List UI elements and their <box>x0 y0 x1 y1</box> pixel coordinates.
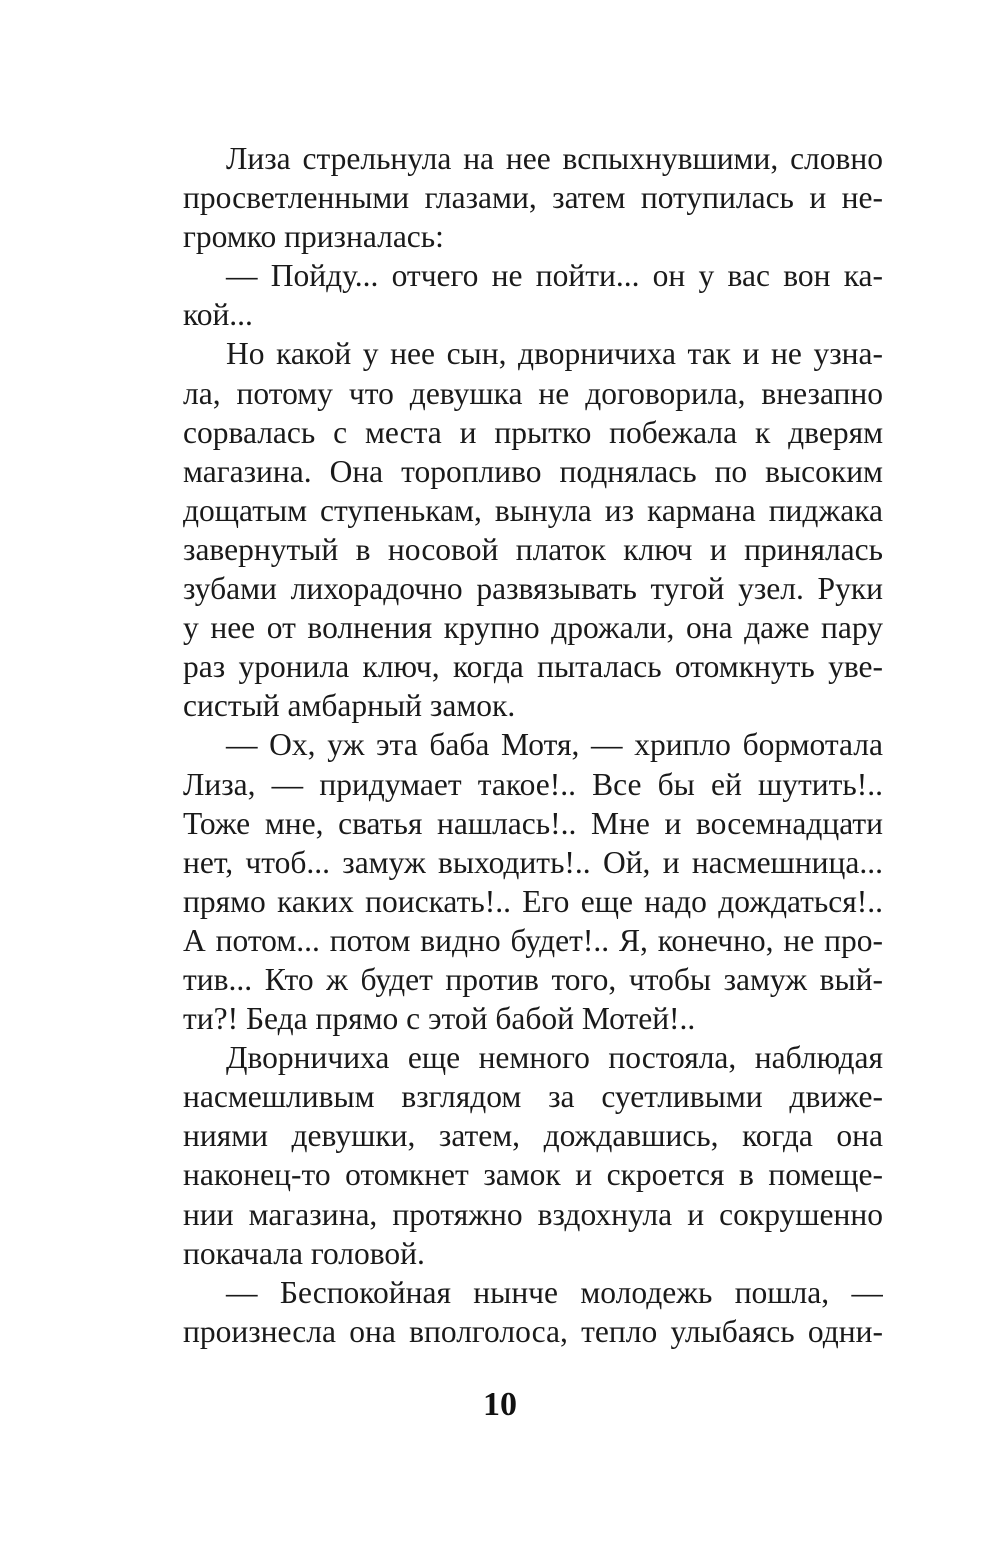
text-line: Тоже мне, сватья нашлась!.. Мне и восемнадцати <box>183 805 883 841</box>
text-line: насмешливым взглядом за суетливыми движе- <box>183 1079 883 1115</box>
text-line: ниями девушки, затем, дождавшись, когда она <box>183 1118 883 1154</box>
text-line: произнесла она вполголоса, тепло улыбаясь одни- <box>183 1313 883 1349</box>
text-line: просветленными глазами, затем потупилась и не- <box>183 180 883 216</box>
text-line: — Ох, уж эта баба Мотя, — хрипло бормотала <box>226 727 883 763</box>
text-line: кой... <box>183 297 253 333</box>
text-line: прямо каких поискать!.. Его еще надо дождаться!.. <box>183 883 883 919</box>
text-line: нии магазина, протяжно вздохнула и сокрушенно <box>183 1196 883 1232</box>
text-line: ти?! Беда прямо с этой бабой Мотей!.. <box>183 1001 696 1037</box>
body-text <box>183 139 883 1351</box>
text-line: систый амбарный замок. <box>183 688 516 724</box>
text-line: Лиза, — придумает такое!.. Все бы ей шутить!.. <box>183 766 883 802</box>
text-line: громко призналась: <box>183 219 444 255</box>
text-line: у нее от волнения крупно дрожали, она даже пару <box>183 610 883 646</box>
text-line: нет, чтоб... замуж выходить!.. Ой, и насмешница... <box>183 844 883 880</box>
text-line: покачала головой. <box>183 1235 425 1271</box>
text-line: дощатым ступенькам, вынула из кармана пиджака <box>183 492 883 528</box>
text-line: завернутый в носовой платок ключ и принялась <box>183 531 883 567</box>
text-line: — Беспокойная нынче молодежь пошла, — <box>226 1274 883 1310</box>
text-line: наконец-то отомкнет замок и скроется в помеще- <box>183 1157 883 1193</box>
text-line: раз уронила ключ, когда пыталась отомкнуть уве- <box>183 649 883 685</box>
text-line: Лиза стрельнула на нее вспыхнувшими, словно <box>226 141 883 176</box>
page-number: 10 <box>483 1386 517 1423</box>
text-line: — Пойду... отчего не пойти... он у вас вон ка- <box>226 258 883 294</box>
text-line: сорвалась с места и прытко побежала к дверям <box>183 414 883 450</box>
text-line: магазина. Она торопливо поднялась по высоким <box>183 453 883 489</box>
text-line: зубами лихорадочно развязывать тугой узел. Руки <box>183 571 883 607</box>
text-line: ла, потому что девушка не договорила, внезапно <box>183 375 883 411</box>
text-line: Дворничиха еще немного постояла, наблюдая <box>226 1040 883 1076</box>
text-line: А потом... потом видно будет!.. Я, конечно, не про- <box>183 922 883 958</box>
text-line: тив... Кто ж будет против того, чтобы замуж вый- <box>183 961 883 997</box>
text-line: Но какой у нее сын, дворничиха так и не узна- <box>226 336 883 372</box>
